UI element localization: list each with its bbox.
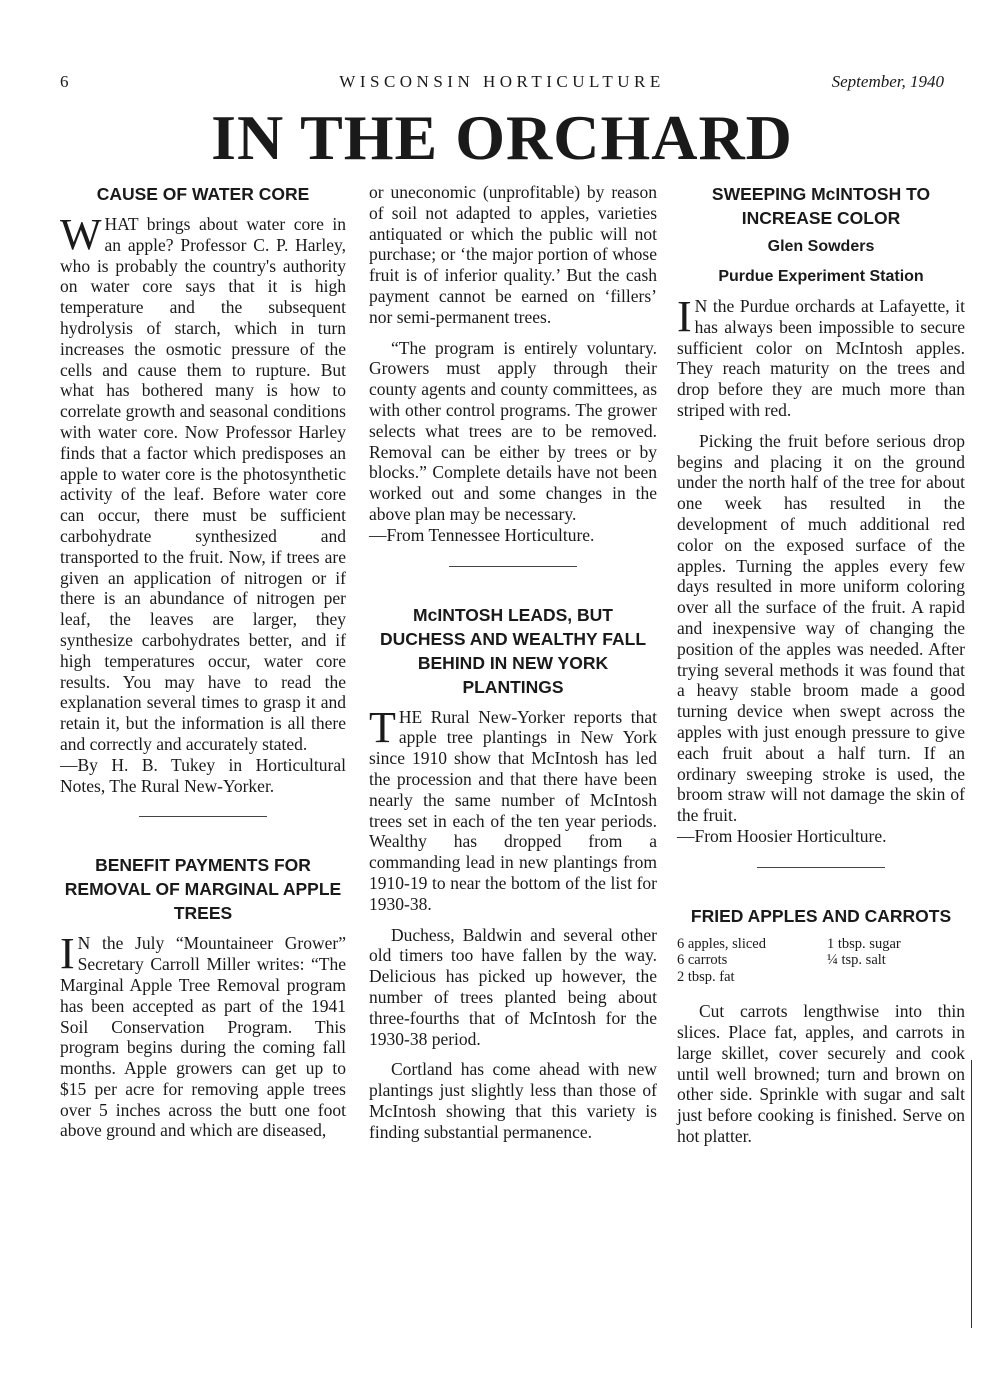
drop-cap: I: [677, 292, 692, 341]
drop-cap: W: [60, 210, 102, 259]
margin-rule: [971, 1060, 972, 1328]
column-left: [60, 182, 346, 1151]
mcintosh-paragraph: Duchess, Baldwin and several other old timers too have fallen by the way. Delicious has picked up however, the number of trees planted being about three-fourths that of McIntosh for the 1930-38 period.: [369, 924, 657, 1049]
issue-date: September, 1940: [831, 72, 944, 91]
page-number: 6: [60, 72, 69, 91]
water-core-body: WHAT brings about water core in an apple? Professor C. P. Harley, who is probably the country's authority on water core says that it is high temperature and the subsequent hydrolysis of starch, which in turn increases the osmotic pressure of the cells and cause them to rupture. But what has bothered many is how to correlate growth and seasonal conditions with water core. Now Professor Harley finds that a factor which predisposes an apple to water core is the photosynthetic activity of the leaf. Before water core can occur, there must be sufficient carbohydrate synthesized and transported to the fruit. Now, if trees are given an application of nitrogen or if there is an abundance of nitrogen per leaf, the leaves are larger, they synthesize carbohydrates better, and if high temperatures occur, water core results. You may have to read the explanation several times to grasp it and retain it, but the information is all there and correctly and accurately stated.: [60, 210, 346, 754]
column-middle: [369, 182, 657, 1152]
recipe-heading: FRIED APPLES AND CARROTS: [690, 905, 952, 926]
sweeping-body: I N the Purdue orchards at Lafayette, it has always been impossible to secure sufficient color on McIntosh apples. They reach maturity on the trees and drop before they are much more than striped with red.: [677, 292, 965, 420]
column-right: [677, 182, 965, 1157]
benefit-body: I N the July “Mountaineer Grower” Secretary Carroll Miller writes: “The Marginal Apple Tree Removal program has been accepted as part of the 1941 Soil Conservation Program. This program begins during the coming fall months. Apple growers can get up to $15 per acre for removing apple trees over 5 inches across the butt one foot above ground and which are diseased,: [60, 929, 346, 1141]
section-divider: [139, 816, 267, 817]
mcintosh-heading: McINTOSH LEADS, BUT DUCHESS AND WEALTHY FALL BEHIND IN NEW YORK PLANTINGS: [379, 604, 647, 697]
water-core-source: —By H. B. Tukey in Horticultural Notes, The Rural New-Yorker.: [60, 754, 346, 796]
sweeping-heading: SWEEPING McINTOSH TO INCREASE COLOR: [711, 184, 931, 228]
recipe-directions: Cut carrots lengthwise into thin slices. Place fat, apples, and carrots in large skillet, cover securely and cook until well browned; turn and brown on other side. Sprinkle with sugar and salt just before cooking is finished. Serve on hot platter.: [677, 1001, 965, 1146]
ingredient-item: 2 tbsp. fat: [677, 968, 735, 985]
publication-name: WISCONSIN HORTICULTURE: [339, 72, 665, 91]
drop-cap: T: [369, 702, 396, 752]
page-title: IN THE ORCHARD: [211, 102, 793, 173]
ingredient-item: 1 tbsp. sugar: [827, 935, 901, 952]
ingredient-list: [677, 936, 965, 986]
ingredient-item: 6 carrots: [677, 952, 728, 969]
article-author: Glen Sowders: [767, 238, 875, 255]
benefit-heading: BENEFIT PAYMENTS FOR REMOVAL OF MARGINAL APPLE TREES: [64, 855, 342, 924]
mcintosh-body: THE Rural New-Yorker reports that apple tree plantings in New York since 1910 show that McIntosh has led the procession and that there have been nearly the same number of McIntosh trees set in each of the ten year periods. Wealthy has dropped from a commanding lead in new plantings from 1910-19 to near the bottom of the list for 1930-38.: [369, 702, 657, 914]
water-core-heading: CAUSE OF WATER CORE: [96, 184, 310, 204]
section-divider: [757, 867, 885, 868]
mcintosh-paragraph: Cortland has come ahead with new plantings just slightly less than those of McIntosh showing that this variety is finding substantial permanence.: [369, 1059, 657, 1142]
sweeping-source: —From Hoosier Horticulture.: [677, 825, 887, 846]
sweeping-paragraph: Picking the fruit before serious drop begins and placing it on the ground under the north half of the tree for about one week has resulted in the development of much additional red color on the exposed surface of the apples. Turning the apples every few days resulted in more uniform coloring over all the surface of the fruit. A rapid and inexpensive way of changing the position of the apples was needed. After trying several methods it was found that a heavy stable broom made a good turning device when swept across the apples with just enough pressure to give each fruit about a half turn. If an ordinary sweeping stroke is used, the broom straw will not damage the skin of the fruit.: [677, 430, 965, 826]
benefit-paragraph: “The program is entirely voluntary. Growers must apply through their county agents and county committees, as with other control programs. The grower selects what trees are to be removed. Removal can be either by trees or by blocks.” Complete details have not been worked out and some changes in the above plan may be necessary.: [369, 337, 657, 524]
ingredient-item: 6 apples, sliced: [677, 935, 766, 952]
ingredient-item: ¼ tsp. salt: [827, 952, 886, 969]
page-header: [60, 72, 944, 96]
section-divider: [449, 566, 577, 567]
benefit-body-continued: or uneconomic (unprofitable) by reason of soil not adapted to apples, varieties antiquated or which the public will not purchase; or ‘the major portion of whose fruit is of inferior quality.’ But the cash payment cannot be earned on ‘fillers’ nor semi-permanent trees.: [369, 182, 657, 327]
benefit-source: —From Tennessee Horticulture.: [369, 524, 595, 545]
drop-cap: I: [60, 929, 75, 979]
author-affiliation: Purdue Experiment Station: [718, 268, 924, 285]
